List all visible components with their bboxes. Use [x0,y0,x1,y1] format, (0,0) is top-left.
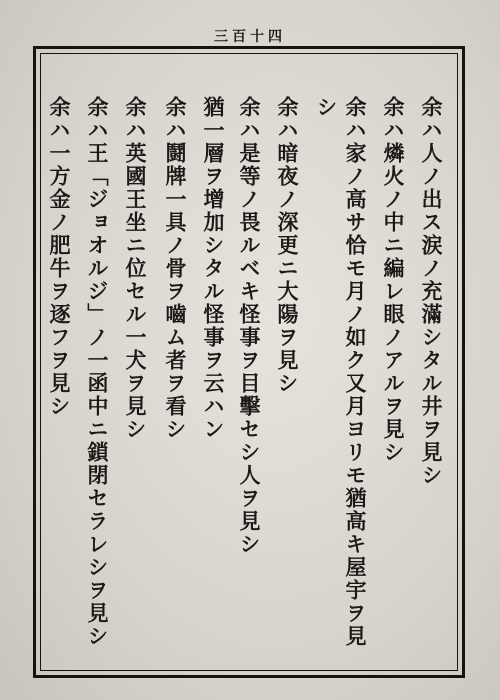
text-line-4: シ [314,96,339,119]
text-line-5: 余ハ暗夜ノ深更ニ大陽ヲ見シ [275,96,300,395]
page-number: 三百十四 [214,29,286,45]
text-line-1: 余ハ人ノ出ス涙ノ充滿シタル井ヲ見シ [419,96,444,487]
text-line-9: 余ハ英國王坐ニ位セル一犬ヲ見シ [123,96,148,441]
text-line-8: 余ハ鬪牌一具ノ骨ヲ嚙ム者ヲ看シ [163,96,188,441]
text-line-2: 余ハ燐火ノ中ニ編レ眼ノアルヲ見シ [381,96,406,464]
text-line-3: 余ハ家ノ高サ恰モ月ノ如ク又月ヨリモ猶高キ屋宇ヲ見 [343,96,368,648]
text-line-7: 猶一層ヲ增加シタル怪事ヲ云ハン [201,96,226,441]
text-line-11: 余ハ一方金ノ肥牛ヲ逐フヲ見シ [47,96,72,418]
text-line-10: 余ハ王「ジョオルジ」ノ一函中ニ鎖閉セラレシヲ見シ [85,96,110,648]
text-line-6: 余ハ是等ノ畏ルベキ怪事ヲ目擊セシ人ヲ見シ [237,96,262,556]
